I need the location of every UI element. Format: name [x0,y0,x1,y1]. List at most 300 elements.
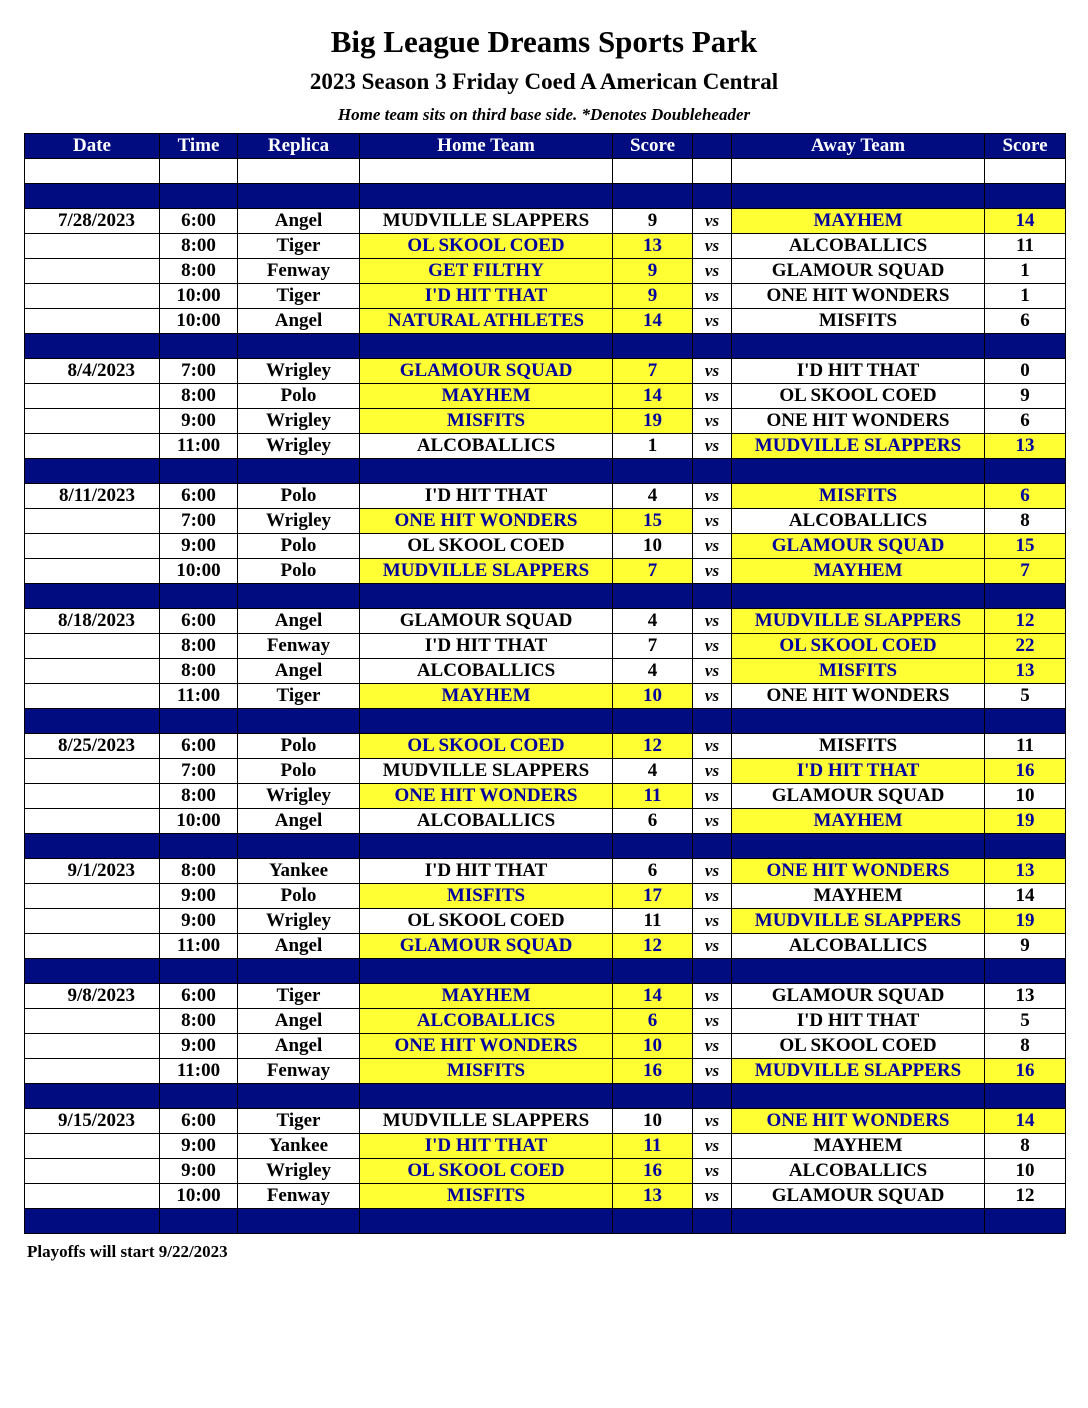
game-row [25,534,1066,559]
game-replica: Yankee [238,1134,360,1159]
col-header-away-score: Score [985,134,1066,159]
game-row [25,1034,1066,1059]
game-date [25,559,160,584]
game-row [25,234,1066,259]
vs-label: vs [693,759,732,784]
home-score: 11 [613,909,693,934]
home-team: OL SKOOL COED [360,1159,613,1184]
game-replica: Polo [238,559,360,584]
away-score: 14 [985,1109,1066,1134]
game-date: 8/11/2023 [25,484,160,509]
away-team: MAYHEM [732,209,985,234]
away-team: MUDVILLE SLAPPERS [732,434,985,459]
away-score: 5 [985,684,1066,709]
home-team: OL SKOOL COED [360,234,613,259]
header-note: Home team sits on third base side. *Denotes Doubleheader [337,105,751,124]
game-replica: Tiger [238,984,360,1009]
away-team: MAYHEM [732,1134,985,1159]
vs-label: vs [693,934,732,959]
home-team: MUDVILLE SLAPPERS [360,559,613,584]
game-row [25,759,1066,784]
vs-label: vs [693,1034,732,1059]
week-separator [25,709,1066,734]
game-time: 10:00 [160,284,238,309]
game-time: 6:00 [160,484,238,509]
game-date [25,1009,160,1034]
game-time: 8:00 [160,234,238,259]
home-team: MISFITS [360,1184,613,1209]
vs-label: vs [693,484,732,509]
blank-row [25,159,1066,184]
game-replica: Tiger [238,284,360,309]
away-score: 13 [985,859,1066,884]
game-replica: Angel [238,309,360,334]
away-score: 12 [985,609,1066,634]
away-score: 14 [985,884,1066,909]
away-score: 8 [985,509,1066,534]
vs-label: vs [693,809,732,834]
vs-label: vs [693,284,732,309]
game-time: 9:00 [160,909,238,934]
home-score: 10 [613,1034,693,1059]
home-score: 7 [613,559,693,584]
game-replica: Polo [238,884,360,909]
home-team: MISFITS [360,409,613,434]
away-score: 12 [985,1184,1066,1209]
home-team: MUDVILLE SLAPPERS [360,209,613,234]
away-score: 6 [985,484,1066,509]
home-team: GET FILTHY [360,259,613,284]
game-row [25,1009,1066,1034]
game-time: 6:00 [160,209,238,234]
game-replica: Fenway [238,634,360,659]
away-score: 11 [985,734,1066,759]
away-team: GLAMOUR SQUAD [732,784,985,809]
game-date [25,659,160,684]
game-row [25,484,1066,509]
game-date: 9/15/2023 [25,1109,160,1134]
vs-label: vs [693,409,732,434]
away-team: MISFITS [732,734,985,759]
home-team: ALCOBALLICS [360,659,613,684]
game-time: 11:00 [160,1059,238,1084]
game-row [25,684,1066,709]
vs-label: vs [693,734,732,759]
game-time: 10:00 [160,809,238,834]
away-team: ALCOBALLICS [732,934,985,959]
away-team: MISFITS [732,484,985,509]
home-score: 6 [613,1009,693,1034]
away-team: ONE HIT WONDERS [732,1109,985,1134]
vs-label: vs [693,234,732,259]
game-time: 6:00 [160,1109,238,1134]
home-score: 11 [613,1134,693,1159]
game-replica: Polo [238,484,360,509]
game-time: 9:00 [160,409,238,434]
game-date [25,409,160,434]
game-replica: Tiger [238,1109,360,1134]
game-date [25,234,160,259]
home-score: 9 [613,259,693,284]
home-team: OL SKOOL COED [360,734,613,759]
game-replica: Wrigley [238,359,360,384]
home-team: OL SKOOL COED [360,534,613,559]
game-row [25,784,1066,809]
home-team: GLAMOUR SQUAD [360,609,613,634]
away-team: MAYHEM [732,559,985,584]
game-row [25,1059,1066,1084]
schedule-table [24,133,1066,1234]
away-team: ONE HIT WONDERS [732,684,985,709]
game-time: 7:00 [160,359,238,384]
away-score: 0 [985,359,1066,384]
game-date [25,934,160,959]
col-header-vs [693,134,732,159]
game-time: 8:00 [160,384,238,409]
game-row [25,359,1066,384]
game-date [25,434,160,459]
away-score: 1 [985,259,1066,284]
game-row [25,634,1066,659]
home-score: 15 [613,509,693,534]
home-score: 19 [613,409,693,434]
game-time: 10:00 [160,309,238,334]
home-team: ALCOBALLICS [360,1009,613,1034]
away-team: GLAMOUR SQUAD [732,534,985,559]
vs-label: vs [693,259,732,284]
away-team: ALCOBALLICS [732,1159,985,1184]
page-subtitle: 2023 Season 3 Friday Coed A American Central [309,69,779,94]
home-team: MISFITS [360,884,613,909]
vs-label: vs [693,1109,732,1134]
game-replica: Polo [238,734,360,759]
home-team: I'D HIT THAT [360,484,613,509]
home-team: OL SKOOL COED [360,909,613,934]
game-replica: Wrigley [238,434,360,459]
vs-label: vs [693,1059,732,1084]
week-separator [25,184,1066,209]
game-date [25,634,160,659]
home-score: 12 [613,934,693,959]
game-replica: Polo [238,534,360,559]
away-score: 9 [985,934,1066,959]
game-date [25,784,160,809]
game-date: 9/1/2023 [25,859,160,884]
home-team: NATURAL ATHLETES [360,309,613,334]
game-row [25,384,1066,409]
game-date [25,759,160,784]
playoffs-note: Playoffs will start 9/22/2023 [27,1242,228,1261]
game-date [25,909,160,934]
away-team: ALCOBALLICS [732,234,985,259]
game-time: 9:00 [160,1134,238,1159]
schedule-body [25,159,1066,1234]
game-date: 8/4/2023 [25,359,160,384]
home-team: ONE HIT WONDERS [360,509,613,534]
game-time: 10:00 [160,1184,238,1209]
away-team: ONE HIT WONDERS [732,859,985,884]
game-date [25,1159,160,1184]
col-header-home-score: Score [613,134,693,159]
game-time: 7:00 [160,759,238,784]
away-score: 10 [985,784,1066,809]
away-score: 13 [985,659,1066,684]
game-date [25,259,160,284]
home-team: GLAMOUR SQUAD [360,359,613,384]
home-score: 16 [613,1159,693,1184]
home-score: 9 [613,284,693,309]
away-team: GLAMOUR SQUAD [732,984,985,1009]
away-score: 13 [985,434,1066,459]
game-replica: Tiger [238,684,360,709]
game-row [25,284,1066,309]
game-replica: Fenway [238,1059,360,1084]
vs-label: vs [693,534,732,559]
vs-label: vs [693,909,732,934]
away-score: 9 [985,384,1066,409]
week-separator [25,834,1066,859]
game-row [25,984,1066,1009]
away-score: 19 [985,809,1066,834]
away-team: OL SKOOL COED [732,1034,985,1059]
game-date [25,384,160,409]
home-score: 14 [613,384,693,409]
game-replica: Angel [238,209,360,234]
game-row [25,659,1066,684]
away-team: MAYHEM [732,809,985,834]
away-score: 16 [985,759,1066,784]
vs-label: vs [693,984,732,1009]
home-score: 14 [613,984,693,1009]
col-header-away-team: Away Team [732,134,985,159]
home-score: 4 [613,659,693,684]
vs-label: vs [693,384,732,409]
home-score: 14 [613,309,693,334]
week-separator [25,959,1066,984]
game-replica: Tiger [238,234,360,259]
away-team: MUDVILLE SLAPPERS [732,609,985,634]
game-row [25,909,1066,934]
game-time: 9:00 [160,1159,238,1184]
game-row [25,609,1066,634]
vs-label: vs [693,609,732,634]
vs-label: vs [693,359,732,384]
home-score: 13 [613,1184,693,1209]
game-row [25,409,1066,434]
vs-label: vs [693,1134,732,1159]
game-replica: Wrigley [238,909,360,934]
game-time: 8:00 [160,784,238,809]
col-header-time: Time [160,134,238,159]
home-score: 12 [613,734,693,759]
game-time: 9:00 [160,884,238,909]
vs-label: vs [693,859,732,884]
home-score: 11 [613,784,693,809]
week-separator [25,1084,1066,1109]
game-row [25,1159,1066,1184]
game-row [25,509,1066,534]
away-score: 10 [985,1159,1066,1184]
away-score: 19 [985,909,1066,934]
game-date [25,1059,160,1084]
home-team: MAYHEM [360,384,613,409]
game-time: 6:00 [160,609,238,634]
game-row [25,1184,1066,1209]
away-score: 8 [985,1134,1066,1159]
game-row [25,209,1066,234]
game-replica: Yankee [238,859,360,884]
game-row [25,1109,1066,1134]
game-replica: Polo [238,759,360,784]
game-replica: Angel [238,659,360,684]
game-time: 6:00 [160,734,238,759]
away-score: 16 [985,1059,1066,1084]
game-row [25,559,1066,584]
away-team: I'D HIT THAT [732,359,985,384]
home-score: 10 [613,684,693,709]
vs-label: vs [693,634,732,659]
game-time: 9:00 [160,534,238,559]
home-score: 6 [613,859,693,884]
vs-label: vs [693,559,732,584]
vs-label: vs [693,209,732,234]
game-replica: Angel [238,809,360,834]
game-date: 8/18/2023 [25,609,160,634]
away-team: MAYHEM [732,884,985,909]
home-team: I'D HIT THAT [360,284,613,309]
away-team: I'D HIT THAT [732,759,985,784]
away-team: OL SKOOL COED [732,634,985,659]
away-score: 15 [985,534,1066,559]
home-team: MISFITS [360,1059,613,1084]
home-score: 4 [613,484,693,509]
home-team: I'D HIT THAT [360,634,613,659]
col-header-home-team: Home Team [360,134,613,159]
game-date [25,1184,160,1209]
home-score: 13 [613,234,693,259]
game-row [25,934,1066,959]
game-date [25,809,160,834]
home-score: 16 [613,1059,693,1084]
game-date [25,684,160,709]
game-time: 8:00 [160,659,238,684]
away-score: 5 [985,1009,1066,1034]
week-separator [25,584,1066,609]
game-date [25,284,160,309]
home-team: MUDVILLE SLAPPERS [360,759,613,784]
away-team: OL SKOOL COED [732,384,985,409]
game-replica: Fenway [238,259,360,284]
game-time: 6:00 [160,984,238,1009]
game-row [25,809,1066,834]
home-team: ONE HIT WONDERS [360,784,613,809]
away-team: ONE HIT WONDERS [732,284,985,309]
home-score: 7 [613,359,693,384]
away-score: 6 [985,309,1066,334]
game-time: 10:00 [160,559,238,584]
game-date [25,534,160,559]
game-replica: Wrigley [238,784,360,809]
game-replica: Angel [238,1009,360,1034]
home-score: 10 [613,534,693,559]
vs-label: vs [693,1184,732,1209]
game-replica: Wrigley [238,409,360,434]
away-score: 22 [985,634,1066,659]
game-replica: Angel [238,934,360,959]
week-separator [25,1209,1066,1234]
game-replica: Wrigley [238,509,360,534]
away-score: 13 [985,984,1066,1009]
away-team: I'D HIT THAT [732,1009,985,1034]
home-team: MUDVILLE SLAPPERS [360,1109,613,1134]
vs-label: vs [693,509,732,534]
game-date [25,509,160,534]
home-score: 4 [613,609,693,634]
game-time: 11:00 [160,934,238,959]
away-score: 7 [985,559,1066,584]
home-score: 10 [613,1109,693,1134]
game-time: 9:00 [160,1034,238,1059]
home-team: I'D HIT THAT [360,859,613,884]
vs-label: vs [693,434,732,459]
away-team: MUDVILLE SLAPPERS [732,909,985,934]
vs-label: vs [693,1009,732,1034]
game-time: 8:00 [160,859,238,884]
away-team: GLAMOUR SQUAD [732,259,985,284]
game-row [25,859,1066,884]
home-team: I'D HIT THAT [360,1134,613,1159]
vs-label: vs [693,884,732,909]
week-separator [25,334,1066,359]
away-score: 1 [985,284,1066,309]
game-replica: Fenway [238,1184,360,1209]
col-header-replica: Replica [238,134,360,159]
vs-label: vs [693,659,732,684]
game-date: 9/8/2023 [25,984,160,1009]
game-row [25,884,1066,909]
column-header-row [25,134,1066,159]
game-time: 8:00 [160,1009,238,1034]
game-date [25,1034,160,1059]
away-score: 14 [985,209,1066,234]
game-row [25,309,1066,334]
col-header-date: Date [25,134,160,159]
home-team: ONE HIT WONDERS [360,1034,613,1059]
away-team: MISFITS [732,659,985,684]
game-replica: Polo [238,384,360,409]
vs-label: vs [693,1159,732,1184]
home-team: MAYHEM [360,984,613,1009]
game-date [25,884,160,909]
game-time: 7:00 [160,509,238,534]
game-time: 8:00 [160,634,238,659]
away-team: ALCOBALLICS [732,509,985,534]
away-team: ONE HIT WONDERS [732,409,985,434]
game-row [25,1134,1066,1159]
game-date [25,1134,160,1159]
game-replica: Angel [238,1034,360,1059]
game-row [25,434,1066,459]
away-score: 8 [985,1034,1066,1059]
game-replica: Angel [238,609,360,634]
away-score: 11 [985,234,1066,259]
home-score: 17 [613,884,693,909]
vs-label: vs [693,309,732,334]
game-date: 7/28/2023 [25,209,160,234]
home-team: GLAMOUR SQUAD [360,934,613,959]
away-team: MISFITS [732,309,985,334]
game-row [25,259,1066,284]
